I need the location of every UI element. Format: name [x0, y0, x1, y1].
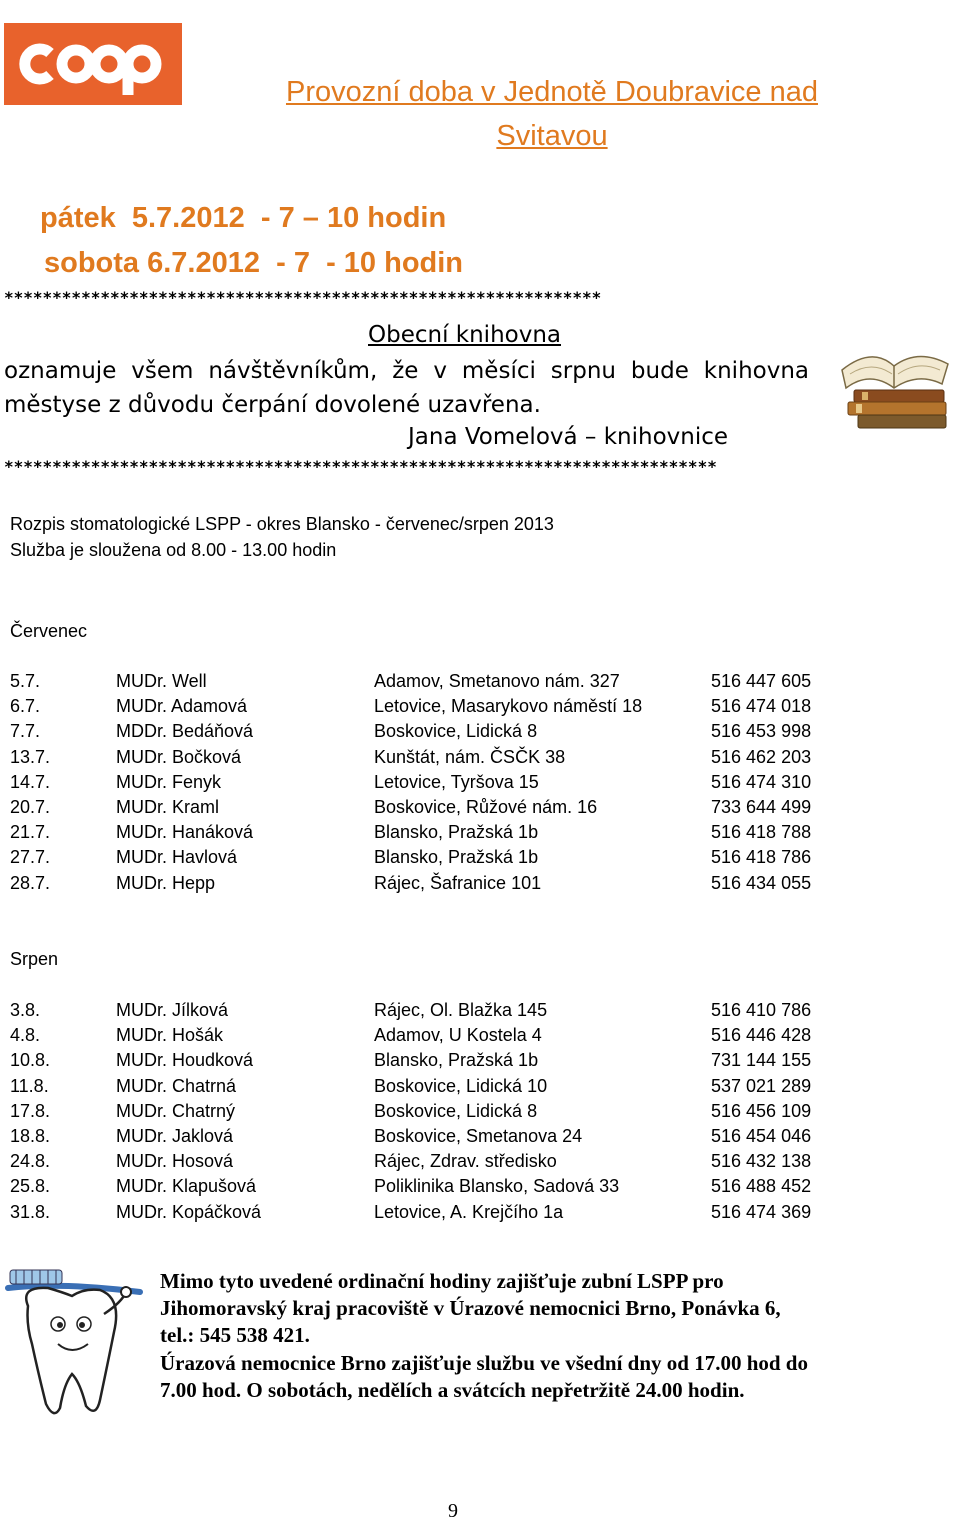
table-row — [10, 1050, 910, 1075]
row-address: Blansko, Pražská 1b — [374, 822, 539, 843]
row-doctor: MUDr. Kopáčková — [116, 1201, 262, 1222]
table-row — [10, 1000, 910, 1025]
separator-stars-1: ************************************************************** — [4, 288, 602, 307]
row-phone: 516 474 310 — [711, 771, 812, 792]
note-line-2: Jihomoravský kraj pracoviště v Úrazové nemocnici Brno, Ponávka 6, — [160, 1296, 781, 1320]
row-address: Letovice, A. Krejčího 1a — [374, 1201, 564, 1222]
row-address: Letovice, Tyršova 15 — [374, 771, 539, 792]
library-text-line-2: městyse z důvodu čerpání dovolené uzavřena. — [4, 392, 541, 418]
row-doctor: MUDr. Chatrný — [116, 1100, 236, 1121]
page-title — [250, 70, 854, 158]
row-phone: 516 474 369 — [711, 1201, 812, 1222]
row-doctor: MUDr. Klapušová — [116, 1176, 257, 1197]
row-phone: 537 021 289 — [711, 1075, 812, 1096]
row-address: Boskovice, Smetanova 24 — [374, 1125, 583, 1146]
row-date: 10.8. — [10, 1050, 51, 1071]
table-row — [10, 873, 910, 898]
row-doctor: MUDr. Hošák — [116, 1025, 224, 1046]
row-date: 20.7. — [10, 796, 51, 817]
row-date: 31.8. — [10, 1201, 51, 1222]
library-signature: Jana Vomelová – knihovnice — [408, 424, 729, 450]
row-phone: 733 644 499 — [711, 796, 812, 817]
row-address: Blansko, Pražská 1b — [374, 847, 539, 868]
row-phone: 516 418 788 — [711, 822, 812, 843]
schedule-july — [10, 671, 910, 898]
row-doctor: MUDr. Hanáková — [116, 822, 254, 843]
row-address: Adamov, U Kostela 4 — [374, 1025, 542, 1046]
table-row — [10, 1076, 910, 1101]
table-row — [10, 1025, 910, 1050]
row-phone: 516 446 428 — [711, 1025, 812, 1046]
table-row — [10, 1126, 910, 1151]
row-address: Rájec, Zdrav. středisko — [374, 1151, 557, 1172]
hours-saturday: sobota 6.7.2012 - 7 - 10 hodin — [44, 247, 464, 279]
library-text-line-1: oznamuje všem návštěvníkům, že v měsíci srpnu bude knihovna — [4, 358, 809, 384]
table-row — [10, 1202, 910, 1227]
table-row — [10, 797, 910, 822]
books-icon — [832, 340, 956, 440]
row-date: 3.8. — [10, 1000, 41, 1020]
row-doctor: MUDr. Jaklová — [116, 1125, 234, 1146]
row-date: 11.8. — [10, 1075, 49, 1096]
row-date: 5.7. — [10, 671, 41, 691]
tooth-icon — [0, 1262, 150, 1426]
row-date: 17.8. — [10, 1100, 51, 1121]
row-date: 6.7. — [10, 696, 41, 717]
row-phone: 516 434 055 — [711, 872, 812, 893]
row-phone: 516 462 203 — [711, 746, 812, 767]
table-row — [10, 696, 910, 721]
row-phone: 516 453 998 — [711, 721, 812, 742]
row-doctor: MUDr. Well — [116, 671, 207, 691]
row-address: Poliklinika Blansko, Sadová 33 — [374, 1176, 620, 1197]
title-line-1: Provozní doba v Jednotě Doubravice nad — [285, 76, 818, 108]
coop-logo-icon — [4, 23, 182, 105]
row-doctor: MUDr. Adamová — [116, 696, 248, 717]
table-row — [10, 671, 910, 696]
row-date: 28.7. — [10, 872, 51, 893]
row-address: Boskovice, Lidická 8 — [374, 721, 538, 742]
table-row — [10, 822, 910, 847]
row-date: 14.7. — [10, 771, 51, 792]
separator-stars-2: ************************************************************************** — [4, 457, 717, 476]
row-phone: 516 488 452 — [711, 1176, 812, 1197]
row-date: 27.7. — [10, 847, 51, 868]
title-line-2: Svitavou — [496, 120, 608, 152]
row-address: Letovice, Masarykovo náměstí 18 — [374, 696, 643, 717]
row-doctor: MDDr. Bedáňová — [116, 721, 254, 742]
row-address: Boskovice, Lidická 10 — [374, 1075, 548, 1096]
table-row — [10, 721, 910, 746]
row-doctor: MUDr. Chatrná — [116, 1075, 237, 1096]
row-doctor: MUDr. Jílková — [116, 1000, 229, 1020]
row-doctor: MUDr. Houdková — [116, 1050, 254, 1071]
row-date: 25.8. — [10, 1176, 51, 1197]
row-phone: 516 474 018 — [711, 696, 812, 717]
row-date: 4.8. — [10, 1025, 41, 1046]
note-line-3: tel.: 545 538 421. — [160, 1323, 310, 1347]
row-address: Kunštát, nám. ČSČK 38 — [374, 746, 566, 767]
row-doctor: MUDr. Bočková — [116, 746, 242, 767]
row-address: Boskovice, Růžové nám. 16 — [374, 796, 598, 817]
hours-friday: pátek 5.7.2012 - 7 – 10 hodin — [40, 202, 447, 234]
page-number: 9 — [448, 1500, 458, 1522]
table-row — [10, 1151, 910, 1176]
lspp-heading: Rozpis stomatologické LSPP - okres Blansko - červenec/srpen 2013 — [10, 514, 554, 534]
row-address: Boskovice, Lidická 8 — [374, 1100, 538, 1121]
table-row — [10, 847, 910, 872]
month-heading-july: Červenec — [10, 621, 88, 641]
note-line-5: 7.00 hod. O sobotách, nedělích a svátcích nepřetržitě 24.00 hodin. — [160, 1378, 745, 1402]
row-address: Blansko, Pražská 1b — [374, 1050, 539, 1071]
row-doctor: MUDr. Kraml — [116, 796, 219, 817]
table-row — [10, 1176, 910, 1201]
row-address: Adamov, Smetanovo nám. 327 — [374, 671, 620, 691]
row-doctor: MUDr. Hosová — [116, 1151, 234, 1172]
row-phone: 516 454 046 — [711, 1125, 812, 1146]
note-line-4: Úrazová nemocnice Brno zajišťuje službu ve všední dny od 17.00 hod do — [160, 1351, 808, 1375]
row-doctor: MUDr. Fenyk — [116, 771, 222, 792]
row-phone: 516 456 109 — [711, 1100, 812, 1121]
row-date: 18.8. — [10, 1125, 51, 1146]
row-date: 24.8. — [10, 1151, 51, 1172]
row-doctor: MUDr. Havlová — [116, 847, 238, 868]
library-title: Obecní knihovna — [368, 322, 561, 348]
row-date: 21.7. — [10, 822, 51, 843]
row-phone: 516 410 786 — [711, 1000, 812, 1020]
note-line-1: Mimo tyto uvedené ordinační hodiny zajišťuje zubní LSPP pro — [160, 1269, 724, 1293]
table-row — [10, 1101, 910, 1126]
row-address: Rájec, Ol. Blažka 145 — [374, 1000, 548, 1020]
row-address: Rájec, Šafranice 101 — [374, 872, 542, 893]
row-phone: 516 418 786 — [711, 847, 812, 868]
table-row — [10, 772, 910, 797]
row-phone: 731 144 155 — [711, 1050, 812, 1071]
row-date: 7.7. — [10, 721, 41, 742]
table-row — [10, 747, 910, 772]
row-date: 13.7. — [10, 746, 51, 767]
row-doctor: MUDr. Hepp — [116, 872, 216, 893]
schedule-august — [10, 1000, 910, 1227]
row-phone: 516 447 605 — [711, 671, 812, 691]
lspp-service-hours: Služba je sloužena od 8.00 - 13.00 hodin — [10, 540, 337, 560]
row-phone: 516 432 138 — [711, 1151, 812, 1172]
coop-logo — [4, 23, 182, 105]
month-heading-august: Srpen — [10, 949, 59, 969]
